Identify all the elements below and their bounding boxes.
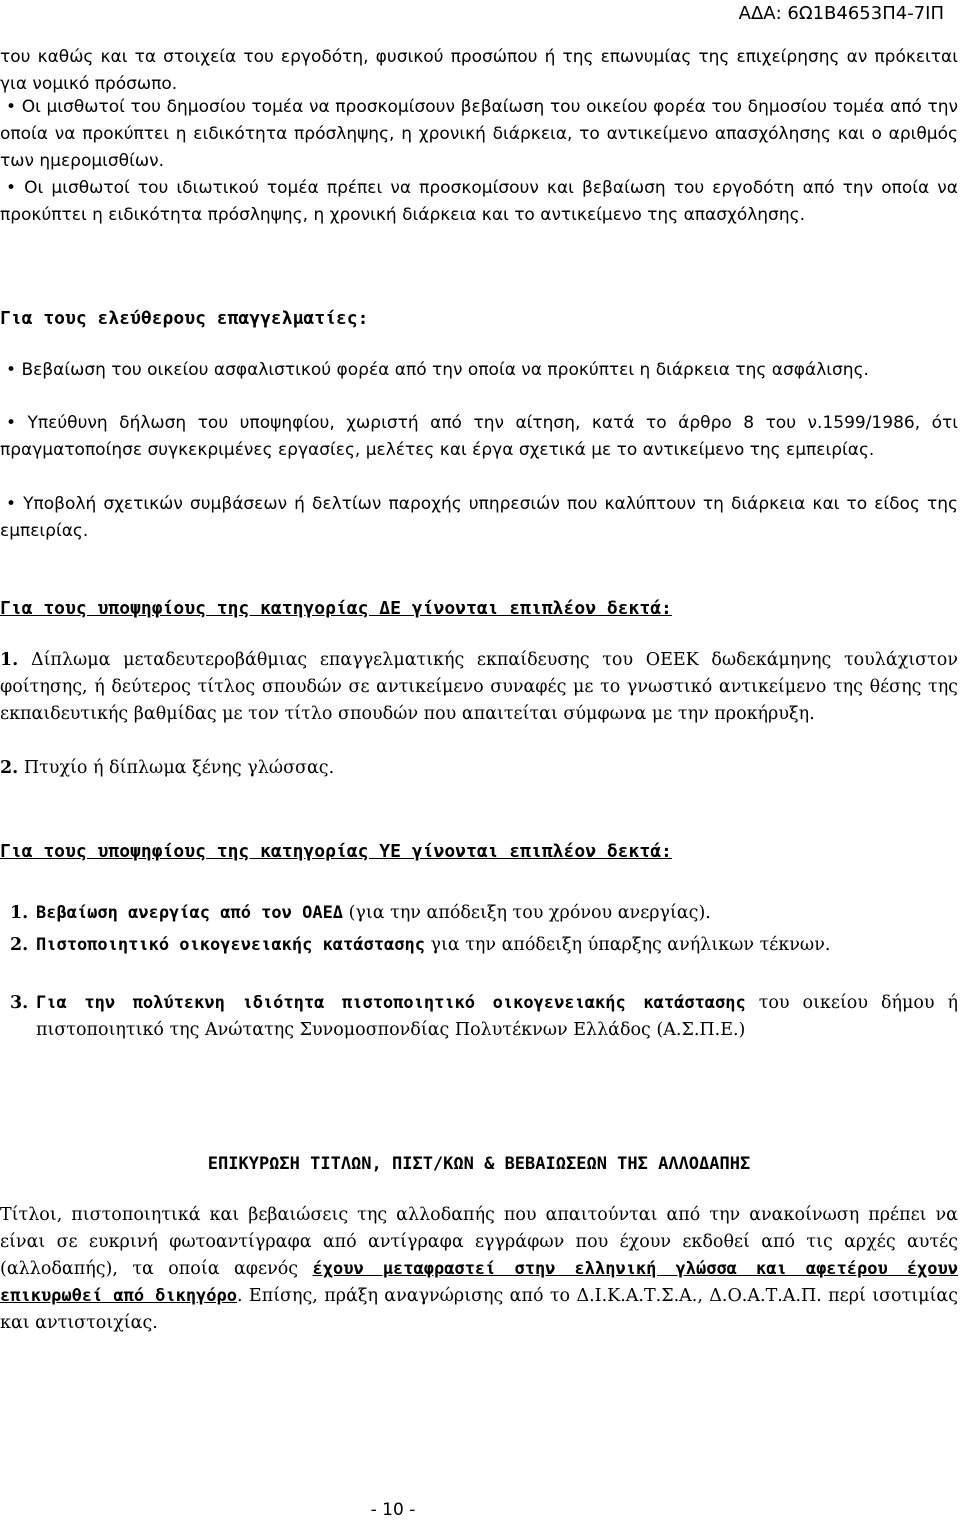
private-sector-bullet: • Οι μισθωτοί του ιδιωτικού τομέα πρέπει να προσκομίσουν και βεβαίωση του εργοδότη από την οποία να προκύπτει η ειδικότητα πρόσληψης, η χρονική διάρκεια και το αντικείμενο της απασχόλησης. (0, 175, 958, 229)
freelancer-bullet-declaration: • Υπεύθυνη δήλωση του υποψηφίου, χωριστή από την αίτηση, κατά το άρθρο 8 του ν.1599/1986, ότι πραγματοποίησε συγκεκριμένες εργασίες, μελέτες και έργα σχετικά με το αντικείμενο της εμπειρίας. (0, 410, 958, 464)
de-item-1-number: 1. (0, 650, 19, 670)
de-item-2-number: 2. (0, 758, 19, 778)
ye-item-2-number: 2. (10, 935, 29, 955)
freelancer-bullet-contracts: • Υποβολή σχετικών συμβάσεων ή δελτίων παροχής υπηρεσιών που καλύπτουν τη διάρκεια και το είδος της εμπειρίας. (0, 491, 958, 545)
ye-item-2-bold: Πιστοποιητικό οικογενειακής κατάστασης (36, 935, 425, 955)
page-number: - 10 - (370, 1500, 416, 1520)
foreign-docs-paragraph (0, 1202, 958, 1337)
ye-item-2 (10, 932, 958, 959)
ye-item-1-bold: Βεβαίωση ανεργίας από τον ΟΑΕΔ (36, 903, 344, 923)
ye-item-1 (10, 900, 958, 927)
freelancers-heading: Για τους ελεύθερους επαγγελματίες: (0, 308, 369, 329)
ye-category-heading: Για τους υποψηφίους της κατηγορίας ΥΕ γίνονται επιπλέον δεκτά: (0, 841, 672, 862)
ye-item-3 (10, 990, 958, 1044)
foreign-docs-text-a: Τίτλοι, πιστοποιητικά και βεβαιώσεις της αλλοδαπής που απαιτούνται από την ανακοίνωση πρέπει να είναι σε ευκρινή φωτοαντίγραφα από αντίγραφα εγγράφων που έχουν εκδοθεί από τις αρχές αυτές (αλλοδαπής), τα οποία αφενός (0, 1205, 958, 1279)
ye-item-3-number: 3. (10, 993, 29, 1013)
foreign-docs-text-b: . Επίσης, πράξη αναγνώρισης από το Δ.Ι.Κ.Α.Τ.Σ.Α., Δ.Ο.Α.Τ.Α.Π. περί ισοτιμίας και αντιστοιχίας. (0, 1286, 958, 1333)
foreign-docs-translation-requirement: έχουν μεταφραστεί στην ελληνική γλώσσα και αφετέρου έχουν επικυρωθεί από δικηγόρο (0, 1259, 958, 1306)
ye-item-3-bold: Για την πολύτεκνη ιδιότητα πιστοποιητικό οικογενειακής κατάστασης (36, 993, 746, 1013)
de-item-1-text: Δίπλωμα μεταδευτεροβάθμιας επαγγελματικής εκπαίδευσης του ΟΕΕΚ δωδεκάμηνης τουλάχιστον φοίτησης, ή δεύτερος τίτλος σπουδών σε αντικείμενο συναφές με το γνωστικό αντικείμενο της θέσης της εκπαιδευτικής βαθμίδας με τον τίτλο σπουδών που απαιτείται σύμφωνα με την προκήρυξη. (0, 650, 958, 724)
de-item-2-text: Πτυχίο ή δίπλωμα ξένης γλώσσας. (23, 758, 335, 778)
ye-item-1-number: 1. (10, 903, 29, 923)
foreign-docs-heading: ΕΠΙΚΥΡΩΣΗ ΤΙΤΛΩΝ, ΠΙΣΤ/ΚΩΝ & ΒΕΒΑΙΩΣΕΩΝ ΤΗΣ ΑΛΛΟΔΑΠΗΣ (207, 1154, 751, 1174)
ye-item-3-text: του οικείου δήμου ή πιστοποιητικό της Ανώτατης Συνομοσπονδίας Πολυτέκνων Ελλάδος (Α.Σ.Π.Ε.) (36, 993, 958, 1040)
de-item-1 (0, 647, 958, 728)
document-id-header: ΑΔΑ: 6Ω1Β4653Π4-7ΙΠ (738, 3, 944, 24)
salaried-continuation-paragraph: του καθώς και τα στοιχεία του εργοδότη, φυσικού προσώπου ή της επωνυμίας της επιχείρησης αν πρόκειται για νομικό πρόσωπο. (0, 47, 958, 94)
public-sector-bullet: • Οι μισθωτοί του δημοσίου τομέα να προσκομίσουν βεβαίωση του οικείου φορέα του δημοσίου τομέα από την οποία να προκύπτει η ειδικότητα πρόσληψης, η χρονική διάρκεια, το αντικείμενο απασχόλησης και ο αριθμός των ημερομισθίων. (0, 94, 958, 175)
de-category-heading: Για τους υποψηφίους της κατηγορίας ΔΕ γίνονται επιπλέον δεκτά: (0, 598, 672, 619)
ye-item-2-text: για την απόδειξη ύπαρξης ανήλικων τέκνων. (424, 935, 831, 955)
ye-item-1-text: (για την απόδειξη του χρόνου ανεργίας). (343, 903, 711, 923)
de-item-2 (0, 755, 958, 782)
freelancer-bullet-insurance: • Βεβαίωση του οικείου ασφαλιστικού φορέα από την οποία να προκύπτει η διάρκεια της ασφάλισης. (0, 357, 958, 384)
